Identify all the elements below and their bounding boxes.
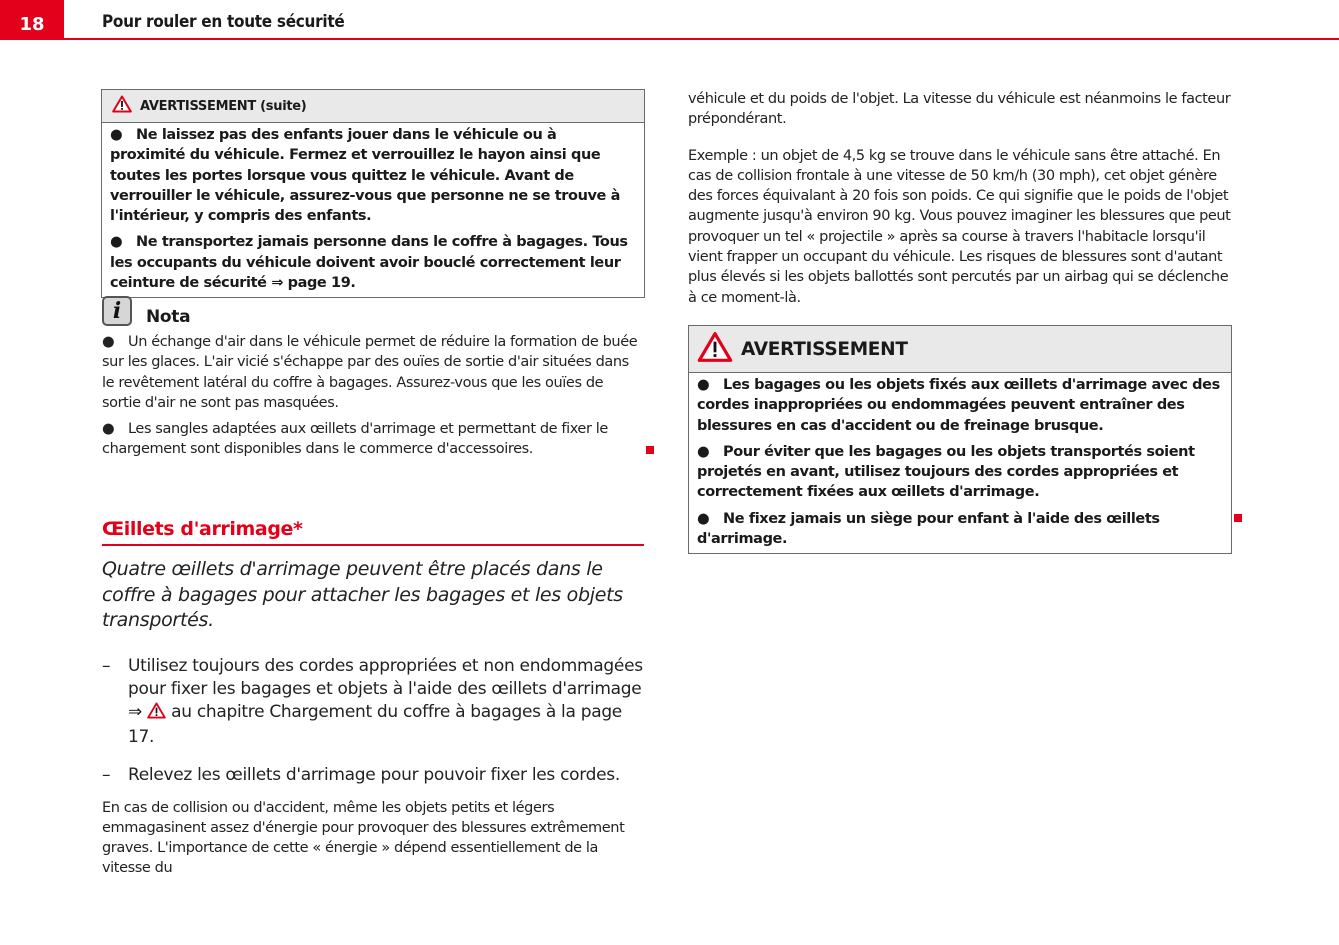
bullet-icon: ●: [110, 127, 123, 143]
warning-title: AVERTISSEMENT: [741, 338, 908, 360]
bullet-icon: ●: [102, 421, 115, 438]
nota-title: Nota: [146, 307, 191, 327]
right-column: [688, 89, 1233, 308]
body-paragraph: véhicule et du poids de l'objet. La vitesse du véhicule est néanmoins le facteur prépondérant.: [688, 91, 1231, 128]
example-paragraph: Exemple : un objet de 4,5 kg se trouve dans le véhicule sans être attaché. En cas de collision frontale à une vitesse de 50 km/h (30 mph), cet objet génère des forces équivalant à 20 fois son poids. Ce qui signifie que le poids de l'objet augmente jusqu'à environ 90 kg. Vous pouvez imaginer les blessures que peut provoquer un tel « projectile » après sa course à travers l'habitacle lorsqu'il vient frapper un occupant du véhicule. Les risques de blessures sont d'autant plus élevés si les objets ballottés sont percutés par un airbag qui se déclenche à ce moment-là.: [688, 147, 1231, 306]
dash-marker: –: [102, 656, 111, 676]
section-end-marker: [1234, 514, 1242, 522]
bullet-icon: ●: [697, 377, 710, 393]
warning-item: ● Ne fixez jamais un siège pour enfant à l'aide des œillets d'arrimage.: [697, 510, 1160, 548]
bullet-icon: ●: [697, 443, 710, 460]
chapter-title: Pour rouler en toute sécurité: [102, 12, 345, 32]
section-end-marker: [646, 446, 654, 454]
warning-triangle-icon[interactable]: [147, 702, 166, 726]
warning-box: [688, 325, 1232, 554]
nota-section: [102, 294, 642, 460]
nota-item: ● Les sangles adaptées aux œillets d'arrimage et permettant de fixer le chargement sont disponibles dans le commerce d'accessoires.: [102, 421, 608, 458]
instruction-step: – Relevez les œillets d'arrimage pour pouvoir fixer les cordes.: [102, 765, 620, 785]
warning-item: ● Les bagages ou les objets fixés aux œillets d'arrimage avec des cordes inappropriées ou endommagées peuvent entraîner des blessures en cas d'accident ou de freinage brusque.: [697, 377, 1220, 434]
instruction-step: – Utilisez toujours des cordes appropriées et non endommagées pour fixer les bagages et objets à l'aide des œillets d'arrimage ⇒ au chapitre Chargement du coffre à bagages à la page 17.: [102, 656, 643, 747]
bullet-icon: ●: [102, 334, 115, 350]
section-heading: Œillets d'arrimage*: [102, 518, 644, 546]
bullet-icon: ●: [697, 510, 710, 527]
warning-triangle-icon: [697, 331, 733, 367]
warning-continued-header: [102, 90, 644, 123]
warning-triangle-icon: [112, 95, 132, 117]
section-intro: Quatre œillets d'arrimage peuvent être placés dans le coffre à bagages pour attacher les bagages et les objets transportés.: [102, 558, 623, 631]
info-icon: i: [102, 296, 132, 326]
nota-item: ● Un échange d'air dans le véhicule permet de réduire la formation de buée sur les glaces. L'air vicié s'échappe par des ouïes de sortie d'air situées dans le revêtement latéral du coffre à bagages. Assurez-vous que les ouïes de sortie d'air ne sont pas masquées.: [102, 334, 638, 411]
warning-item: ● Pour éviter que les bagages ou les objets transportés soient projetés en avant, utilisez toujours des cordes appropriées et correctement fixées aux œillets d'arrimage.: [697, 443, 1195, 501]
warning-continued-box: [101, 89, 645, 298]
bullet-icon: ●: [110, 234, 123, 251]
warning-item: ● Ne transportez jamais personne dans le coffre à bagages. Tous les occupants du véhicule doivent avoir bouclé correctement leur ceinture de sécurité ⇒ page 19.: [110, 234, 628, 292]
dash-marker: –: [102, 765, 111, 785]
warning-item: ● Ne laissez pas des enfants jouer dans le véhicule ou à proximité du véhicule. Fermez et verrouillez le hayon ainsi que toutes les portes lorsque vous quittez le véhicule. Avant de verrouiller le véhicule, assurez-vous que personne ne se trouve à l'intérieur, y compris des enfants.: [110, 127, 621, 225]
body-paragraph: En cas de collision ou d'accident, même les objets petits et légers emmagasinent assez d'énergie pour provoquer des blessures extrêmement graves. L'importance de cette « énergie » dépend essentiellement de la vitesse du: [102, 799, 625, 877]
warning-header: [689, 326, 1231, 373]
instruction-steps: [102, 655, 647, 802]
page-number: 18: [0, 0, 64, 40]
warning-continued-title: AVERTISSEMENT (suite): [140, 98, 307, 114]
header-divider: [64, 38, 1339, 40]
